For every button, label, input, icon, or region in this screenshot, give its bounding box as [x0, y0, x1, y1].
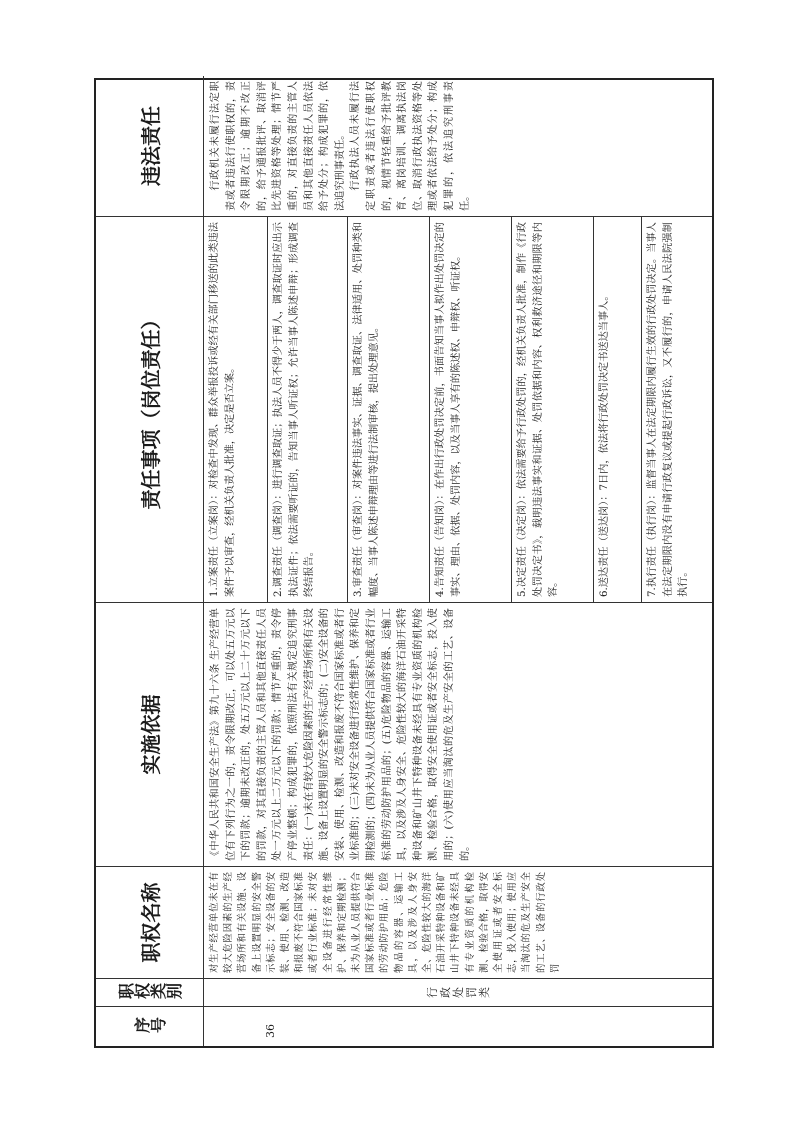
page-number: 36: [264, 1024, 277, 1038]
responsibility-item: 4.告知责任（告知岗）：在作出行政处罚决定前，书面告知当事人拟作出处罚决定的事实、理由、依据、处罚内容，以及当事人享有的陈述权、申辩权、听证权。: [430, 217, 512, 602]
responsibility-item: 2.调查责任（调查岗）：进行调查取证；执法人员不得少于两人，调查取证时应出示执法证件；依法需要听证的，告知当事人听证权；允许当事人陈述申辩；形成调查终结报告。: [268, 217, 348, 602]
header-category: [96, 978, 204, 1006]
responsibility-item: 1.立案责任（立案岗）：对检查中发现、群众举报投诉或经有关部门移送的此类违法案件予以审查，经机关负责人批准，决定是否立案。: [204, 217, 268, 602]
responsibility-item: 6.送达责任（送达岗）：7日内，依法将行政处罚决定书送达当事人。: [594, 217, 642, 602]
category-cell: [204, 978, 712, 1006]
authority-table: [94, 78, 714, 1048]
liability-paragraph: 行政机关未履行法定职责或者违法行使职权的，责令限期改正；逾期不改正的，给予通报批评、取消评比先进资格等处理；情节严重的，对直接负责的主管人员和其他直接责任人员依法给予处分；构成犯罪的，依法追究刑事责任。: [210, 81, 346, 211]
seq-cell: [204, 1006, 712, 1046]
implementation-basis: 《中华人民共和国安全生产法》第九十六条 生产经营单位有下列行为之一的，责令限期改正，可以处五万元以下的罚款；逾期未改正的，处五万元以上二十万元以下的罚款，对其直接负责的主管人员和其他直接责任人员处一万元以上二万元以下的罚款；情节严重的，责令停产停业整顿；构成犯罪的，依照刑法有关规定追究刑事责任：(一)未在有较大危险因素的生产经营场所和有关设施、设备上设置明显的安全警示标志的；(二)安全设备的安装、使用、检测、改造和报废不符合国家标准或者行业标准的；(三)未对安全设备进行经常性维护、保养和定期检测的；(四)未为从业人员提供符合国家标准或者行业标准的劳动防护用品的；(五)危险物品的容器、运输工具，以及涉及人身安全、危险性较大的海洋石油开采特种设备和矿山井下特种设备未经具有专业资质的机构检测、检验合格，取得安全使用证或者安全标志，投入使用的；(六)使用应当淘汰的危及生产安全的工艺、设备的。: [204, 602, 712, 866]
responsibility-item: 7.执行责任（执行岗）：监督当事人在法定期限内履行生效的行政处罚决定。当事人在法定期限内没有申请行政复议或提起行政诉讼，又不履行的，申请人民法院强制执行。: [647, 222, 690, 597]
liability-paragraph: 行政执法人员未履行法定职责或者违法行使职权的，视情节轻重给予批评教育、离岗培训、调离执法岗位、取消行政执法资格等处理或者依法给予处分；构成犯罪的，依法追究刑事责任。: [350, 81, 471, 211]
header-category-text: 职权类别: [117, 982, 182, 1002]
responsibility-item: 5.决定责任（决定岗）：依法需要给予行政处罚的，经机关负责人批准，制作《行政处罚决定书》，载明违法事实和证据、处罚依据和内容、权利救济途径和期限等内容。: [512, 217, 594, 602]
header-seq: [96, 1006, 204, 1046]
header-basis: 实施依据: [96, 602, 204, 866]
responsibility-item: 3.审查责任（审查岗）：对案件违法事实、证据、调查取证、法律适用、处罚种类和幅度、当事人陈述申辩理由等进行法制审核，提出处理意见。: [348, 217, 430, 602]
authority-name: 对生产经营单位未在有较大危险因素的生产经营场所和有关设施、设备上设置明显的安全警示标志；安全设备的安装、使用、检测、改造和报废不符合国家标准或者行业标准；未对安全设备进行经常性维护、保养和定期检测；未为从业人员提供符合国家标准或者行业标准的劳动防护用品；危险物品的容器、运输工具，以及涉及人身安全、危险性较大的海洋石油开采特种设备和矿山井下特种设备未经具有专业资质的机构检测、检验合格，取得安全使用证或者安全标志，投入使用；使用应当淘汰的危及生产安全的工艺、设备的行政处罚: [204, 866, 712, 978]
header-name: 职权名称: [96, 866, 204, 978]
header-seq-text: 序号: [133, 1016, 166, 1036]
header-liability: 违法责任: [96, 76, 204, 216]
header-responsibility: 责任事项（岗位责任）: [96, 216, 204, 602]
responsibility-list: [204, 216, 712, 602]
category-text: 行政处罚类: [425, 987, 491, 998]
liability-text: [204, 76, 712, 216]
